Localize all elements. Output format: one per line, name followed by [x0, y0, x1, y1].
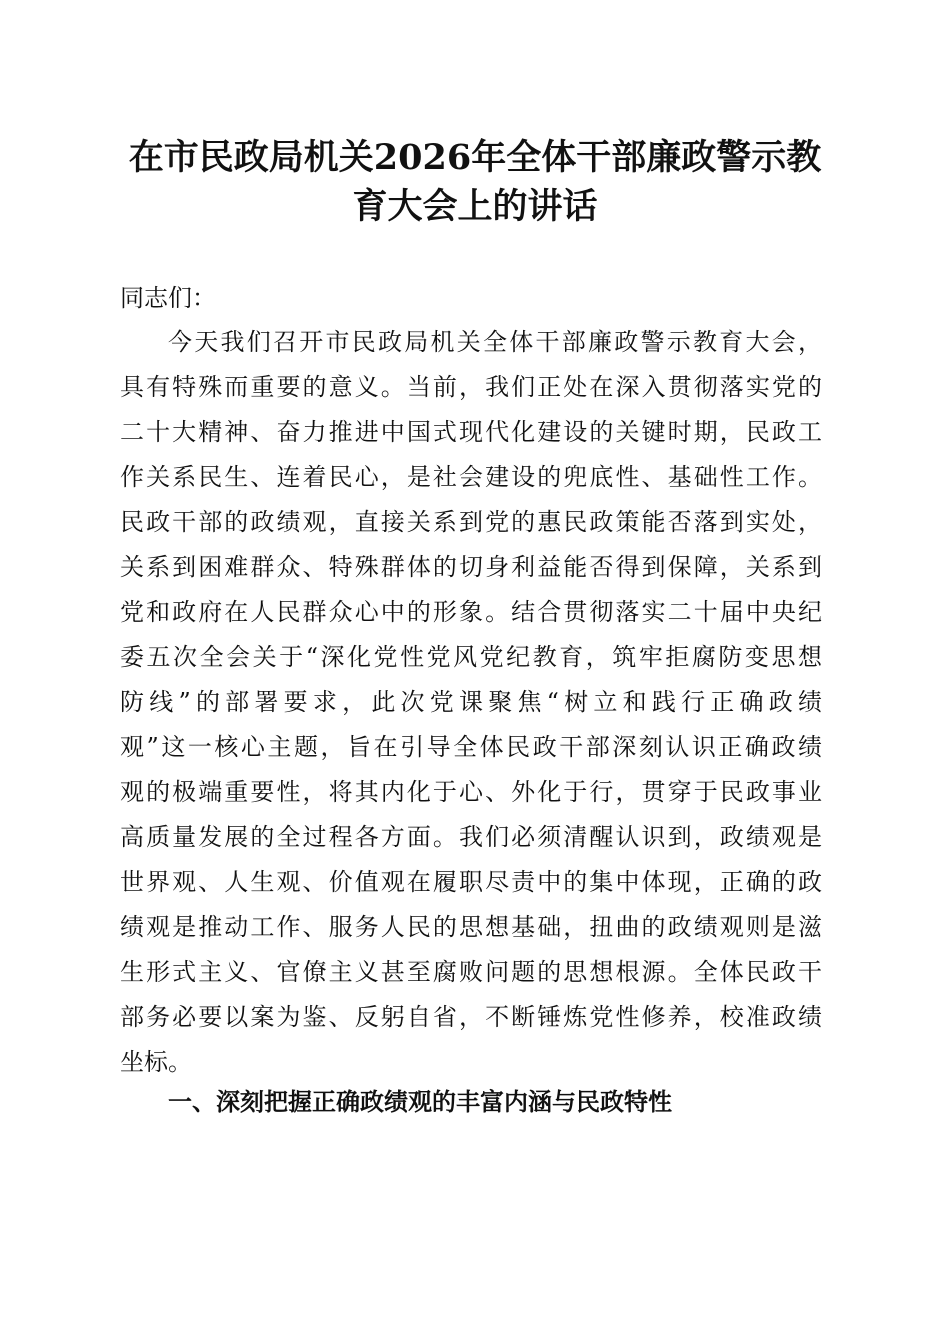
paragraph-line: 部务必要以案为鉴、反躬自省，不断锤炼党性修养，校准政绩: [120, 1003, 822, 1031]
paragraph-line: 党和政府在人民群众心中的形象。结合贯彻落实二十届中央纪: [120, 598, 822, 626]
paragraph-line: 观”这一核心主题，旨在引导全体民政干部深刻认识正确政绩: [120, 733, 822, 761]
paragraph-line: 作关系民生、连着民心，是社会建设的兜底性、基础性工作。: [120, 463, 822, 491]
paragraph-line: 关系到困难群众、特殊群体的切身利益能否得到保障，关系到: [120, 553, 822, 581]
paragraph-line: 民政干部的政绩观，直接关系到党的惠民政策能否落到实处，: [120, 508, 822, 536]
document-title: [100, 133, 850, 231]
paragraph-line: 具有特殊而重要的意义。当前，我们正处在深入贯彻落实党的: [120, 373, 822, 401]
paragraph-line: 坐标。: [120, 1048, 192, 1076]
paragraph-line: 二十大精神、奋力推进中国式现代化建设的关键时期，民政工: [120, 418, 822, 446]
body-paragraph: [120, 320, 822, 1085]
paragraph-line: 防线”的部署要求，此次党课聚焦“树立和践行正确政绩: [120, 688, 822, 716]
title-line-2: 育大会上的讲话: [352, 186, 598, 227]
paragraph-line: 生形式主义、官僚主义甚至腐败问题的思想根源。全体民政干: [120, 958, 822, 986]
paragraph-line: 世界观、人生观、价值观在履职尽责中的集中体现，正确的政: [120, 868, 822, 896]
salutation: 同志们：: [120, 284, 216, 312]
paragraph-line: 观的极端重要性，将其内化于心、外化于行，贯穿于民政事业: [120, 778, 822, 806]
section-heading: 一、深刻把握正确政绩观的丰富内涵与民政特性: [168, 1088, 672, 1116]
paragraph-line: 委五次全会关于“深化党性党风党纪教育，筑牢拒腐防变思想: [120, 643, 822, 671]
title-line-1: 在市民政局机关2026年全体干部廉政警示教: [128, 137, 822, 178]
paragraph-line: 今天我们召开市民政局机关全体干部廉政警示教育大会，: [168, 328, 822, 356]
paragraph-line: 高质量发展的全过程各方面。我们必须清醒认识到，政绩观是: [120, 823, 822, 851]
paragraph-line: 绩观是推动工作、服务人民的思想基础，扭曲的政绩观则是滋: [120, 913, 822, 941]
